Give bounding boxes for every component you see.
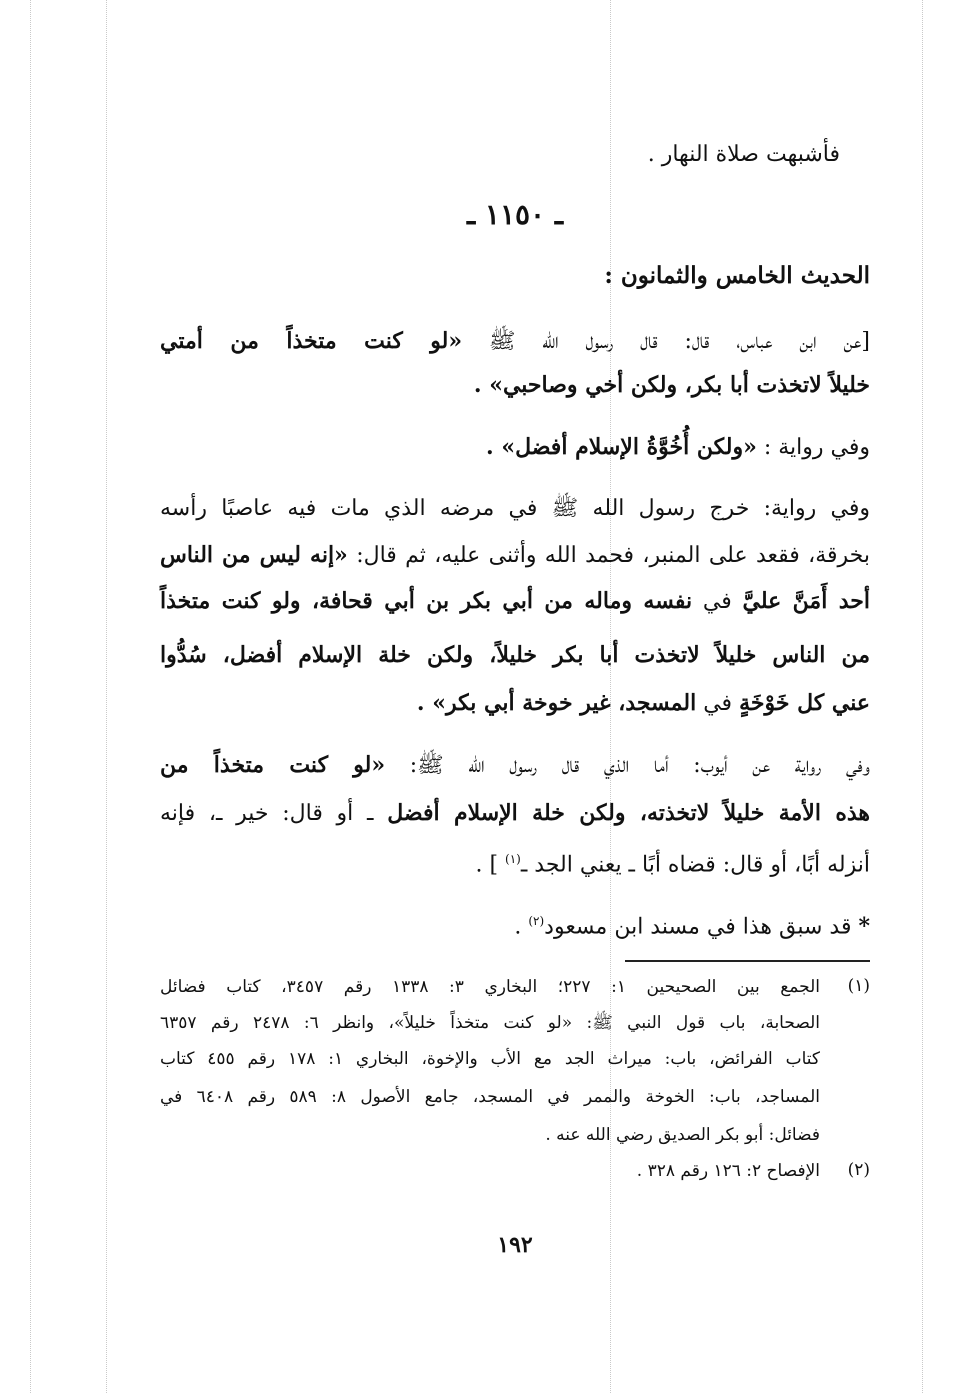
star-marker: *: [858, 913, 870, 940]
text-span: .: [514, 914, 522, 940]
scan-guide-line: [106, 0, 107, 1393]
cross-reference-note: [514, 906, 870, 942]
hadith-number: ـ ١١٥٠ ـ: [466, 198, 564, 231]
text-span: «إنه ليس من الناس: [160, 542, 348, 568]
text-span: أحد أَمَنَّ عليَّ: [742, 588, 870, 614]
paragraph-4-line-3: [475, 844, 870, 880]
text-span: «ولكن أُخُوَّةُ الإسلام أفضل» .: [486, 434, 757, 460]
text-span: وفي رواية :: [763, 435, 870, 460]
footnote-reference: (١): [505, 852, 521, 866]
footnote-1-number: (١): [847, 976, 870, 996]
paragraph-4-line-1: [160, 750, 870, 781]
text-span: المسجد، غير خوخة أبي بكر» .: [416, 690, 697, 716]
paragraph-1-line-1: [160, 326, 870, 357]
footnote-1-line-3: كتاب الفرائض، باب: ميراث الجد مع الأب والإخوة، البخاري ١: ١٧٨ رقم ٤٥٥ كتاب: [160, 1049, 820, 1069]
paragraph-4-line-2: [160, 798, 870, 829]
footnote-separator: [625, 960, 870, 962]
paragraph-3-line-4: من الناس خليلاً لاتخذت أبا بكر خليلاً، ولكن خلة الإسلام أفضل، سُدُّوا: [160, 642, 870, 668]
footnote-1-line-2: الصحابة، باب قول النبي ﷺ: «لو كنت متخذاً خليلاً»، وانظر ٦: ٢٤٧٨ رقم ٦٣٥٧: [160, 1013, 820, 1033]
section-heading: الحديث الخامس والثمانون :: [604, 262, 870, 289]
book-page: [160, 0, 870, 1393]
footnote-1-line-4: المساجد، باب: الخوخة والممر في المسجد، جامع الأصول ٨: ٥٨٩ رقم ٦٤٠٨ في: [160, 1087, 820, 1107]
text-span: في: [702, 589, 732, 614]
paragraph-2: [486, 432, 870, 463]
page-number: ١٩٢: [497, 1232, 533, 1258]
text-span: عني كل خَوْخَةٍ: [739, 690, 870, 716]
paragraph-3-line-1: وفي رواية: خرج رسول الله ﷺ في مرضه الذي مات فيه عاصبًا رأسه: [160, 496, 870, 521]
text-span: قد سبق هذا في مسند ابن مسعود: [544, 914, 852, 940]
text-span: «لو كنت متخذاً من: [160, 752, 386, 778]
footnote-1-line-1: الجمع بين الصحيحين ١: ٢٢٧؛ البخاري ٣: ١٣٣٨ رقم ٣٤٥٧، كتاب فضائل: [160, 977, 821, 997]
intro-line: فأشبهت صلاة النهار .: [647, 142, 840, 167]
footnote-reference: (٢): [528, 914, 545, 928]
footnote-1-line-5: فضائل: أبو بكر الصديق رضي الله عنه .: [545, 1125, 820, 1145]
text-span: هذه الأمة خليلاً لاتخذته، ولكن خلة الإسلام أفضل: [387, 800, 871, 826]
footnote-2-number: (٢): [847, 1160, 870, 1180]
text-span: «لو كنت متخذاً من أمتي: [160, 328, 463, 354]
text-span: في: [703, 691, 733, 716]
text-span: ] .: [475, 852, 499, 878]
paragraph-3-line-2: [160, 540, 870, 571]
paragraph-3-line-3: [160, 586, 870, 617]
text-span: بخرقة، فقعد على المنبر، فحمد الله وأثنى عليه، ثم قال:: [356, 543, 870, 568]
scan-guide-line: [30, 0, 31, 1393]
text-span: أنزله أبًا، أو قال: قضاه أبًا ـ يعني الجد ـ: [520, 852, 870, 878]
scan-guide-line: [922, 0, 923, 1393]
paragraph-1-line-2: خليلاً لاتخذت أبا بكر، ولكن أخي وصاحبي» .: [473, 372, 870, 398]
paragraph-3-line-5: [417, 688, 870, 719]
footnote-2-text: الإفصاح ٢: ١٢٦ رقم ٣٢٨ .: [636, 1161, 820, 1181]
text-span: نفسه وماله من أبي بكر بن أبي قحافة، ولو كنت متخذاً: [160, 588, 693, 614]
text-span: وفي رواية عن أيوب: أما الذي قال رسول الله ﷺ:: [409, 753, 870, 778]
text-span: ـ أو قال: خير ـ، فإنه: [160, 801, 374, 826]
text-span: [عن ابن عباس، قال: قال رسول الله ﷺ: [488, 329, 871, 354]
